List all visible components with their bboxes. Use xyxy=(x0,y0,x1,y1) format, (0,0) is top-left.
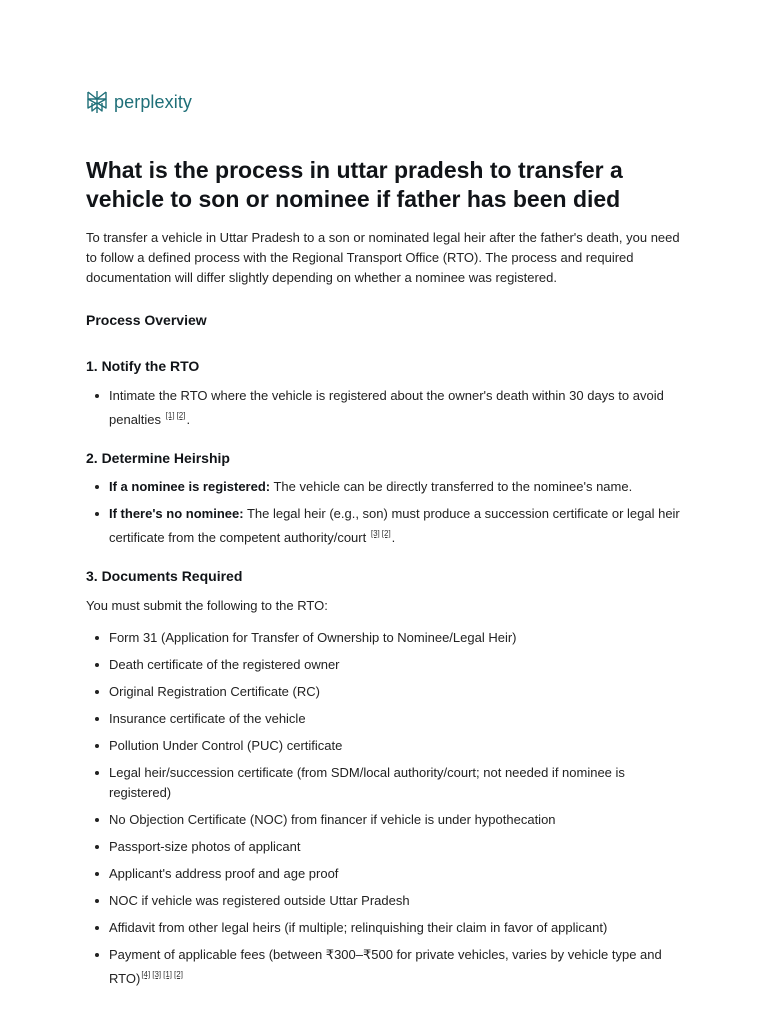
list-item: Original Registration Certificate (RC) xyxy=(86,682,686,702)
list-item xyxy=(86,477,686,497)
sentence-end: . xyxy=(391,530,396,545)
section-heading-notify: 1. Notify the RTO xyxy=(86,358,200,374)
process-overview-heading: Process Overview xyxy=(86,312,207,328)
section-heading-heirship: 2. Determine Heirship xyxy=(86,450,230,466)
brand-name: perplexity xyxy=(114,91,193,112)
citation-link[interactable]: [4] xyxy=(141,970,151,979)
list-item: Pollution Under Control (PUC) certificate xyxy=(86,736,686,756)
list-item xyxy=(86,504,686,548)
list-item: Applicant's address proof and age proof xyxy=(86,864,686,884)
notify-list xyxy=(86,386,686,430)
list-item: Form 31 (Application for Transfer of Ownership to Nominee/Legal Heir) xyxy=(86,628,686,648)
heirship-list xyxy=(86,477,686,548)
list-item xyxy=(86,386,686,430)
list-item: Death certificate of the registered owner xyxy=(86,655,686,675)
no-nominee-text: The legal heir (e.g., son) must produce a succession certificate or legal heir certificate from the competent authority/court xyxy=(109,506,680,545)
list-item: Legal heir/succession certificate (from SDM/local authority/court; not needed if nominee is registered) xyxy=(86,763,686,803)
document-page xyxy=(86,88,686,989)
intro-paragraph: To transfer a vehicle in Uttar Pradesh to a son or nominated legal heir after the father's death, you need to follow a defined process with the Regional Transport Office (RTO). The process and required documentation will differ slightly depending on whether a nominee was registered. xyxy=(86,230,680,285)
list-item xyxy=(86,945,686,989)
list-item: NOC if vehicle was registered outside Uttar Pradesh xyxy=(86,891,686,911)
fees-text: Payment of applicable fees (between ₹300–₹500 for private vehicles, varies by vehicle type and RTO) xyxy=(109,947,662,986)
citation-link[interactable]: [3] xyxy=(370,529,380,538)
perplexity-logo-icon xyxy=(86,90,108,114)
no-nominee-label: If there's no nominee: xyxy=(109,506,244,521)
list-item: Passport-size photos of applicant xyxy=(86,837,686,857)
citation-link[interactable]: [3] xyxy=(152,970,162,979)
brand-logo[interactable] xyxy=(86,88,686,116)
list-item: Insurance certificate of the vehicle xyxy=(86,709,686,729)
citation-link[interactable]: [2] xyxy=(174,970,183,979)
section-heading-documents: 3. Documents Required xyxy=(86,568,243,584)
notify-text: Intimate the RTO where the vehicle is registered about the owner's death within 30 days to avoid penalties xyxy=(109,388,664,427)
citation-link[interactable]: [1] xyxy=(165,411,175,420)
citation-link[interactable]: [1] xyxy=(163,970,173,979)
sentence-end: . xyxy=(186,412,191,427)
nominee-label: If a nominee is registered: xyxy=(109,479,271,494)
documents-lead: You must submit the following to the RTO: xyxy=(86,598,328,613)
page-title: What is the process in uttar pradesh to transfer a vehicle to son or nominee if father has been died xyxy=(86,157,623,212)
citation-link[interactable]: [2] xyxy=(176,411,186,420)
nominee-text: The vehicle can be directly transferred to the nominee's name. xyxy=(270,479,633,494)
citation-link[interactable]: [2] xyxy=(381,529,391,538)
list-item: No Objection Certificate (NOC) from financer if vehicle is under hypothecation xyxy=(86,810,686,830)
documents-list xyxy=(86,628,686,989)
list-item: Affidavit from other legal heirs (if multiple; relinquishing their claim in favor of applicant) xyxy=(86,918,686,938)
